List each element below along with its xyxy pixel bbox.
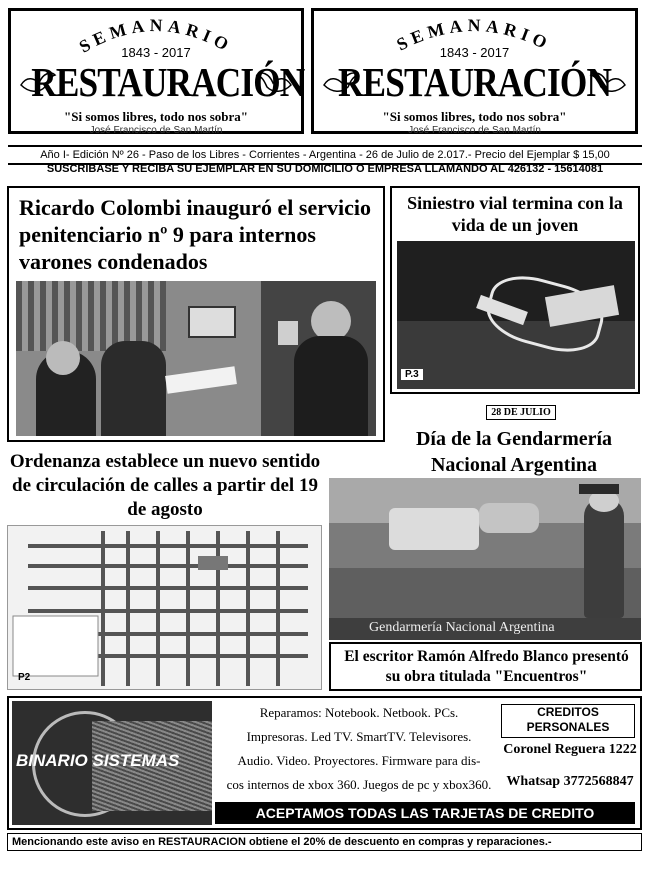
date-tag: 28 DE JULIO bbox=[486, 405, 556, 420]
edition-line: Año I- Edición Nº 26 - Paso de los Libres - Corrientes - Argentina - 26 de Julio de 2.017.- Precio del Ejemplar $ 15,00 bbox=[8, 145, 642, 165]
street-map-drawing bbox=[8, 526, 321, 689]
street-map bbox=[7, 525, 322, 690]
ad-whatsapp[interactable]: Whatsap 3772568847 bbox=[506, 774, 634, 789]
story-siniestro[interactable] bbox=[390, 186, 640, 394]
ad-services bbox=[215, 701, 503, 797]
subscribe-line: SUSCRIBASE Y RECIBA SU EJEMPLAR EN SU DOMICILIO O EMPRESA LLAMANDO AL 426132 - 15614081 bbox=[46, 163, 604, 175]
ad-credit-title-2: PERSONALES bbox=[526, 720, 610, 734]
ad-credit-title-1: CREDITOS bbox=[537, 705, 599, 719]
masthead-name: RESTAURACIÓN bbox=[31, 59, 305, 105]
masthead-author: José Francisco de San Martín bbox=[408, 125, 541, 133]
masthead-right bbox=[311, 8, 638, 134]
ad-cards-banner: ACEPTAMOS TODAS LAS TARJETAS DE CREDITO bbox=[215, 802, 635, 824]
masthead-author: José Francisco de San Martín bbox=[89, 125, 223, 133]
masthead-years: 1843 - 2017 bbox=[121, 45, 191, 60]
photo-colombi bbox=[16, 281, 376, 436]
headline-gendarmeria[interactable]: Día de la Gendarmería Nacional Argentina bbox=[415, 428, 613, 476]
photo-gendarmeria bbox=[329, 478, 641, 640]
story-colombi[interactable] bbox=[7, 186, 385, 442]
ad-credit-box bbox=[501, 704, 635, 738]
page-ref-ordenanza: P2 bbox=[18, 672, 31, 683]
headline-escritor[interactable]: El escritor Ramón Alfredo Blanco presentó su obra titulada "Encuentros" bbox=[344, 648, 629, 685]
headline-ordenanza[interactable]: Ordenanza establece un nuevo sentido de circulación de calles a partir del 19 de agosto bbox=[9, 451, 321, 520]
masthead-motto: "Si somos libres, todo nos sobra" bbox=[64, 109, 248, 124]
ad-service-line: Audio. Video. Proyectores. Firmware para dis- bbox=[237, 753, 481, 768]
masthead-name: RESTAURACIÓN bbox=[337, 59, 612, 105]
story-escritor[interactable] bbox=[329, 642, 642, 691]
ad-service-line: Impresoras. Led TV. SmartTV. Televisores. bbox=[246, 729, 472, 744]
svg-text:SEMANARIO: SEMANARIO bbox=[75, 15, 237, 57]
ad-binario-sistemas[interactable] bbox=[7, 696, 642, 830]
caption-gendarmeria: Gendarmería Nacional Argentina bbox=[369, 620, 555, 635]
photo-siniestro bbox=[397, 241, 635, 389]
headline-colombi[interactable]: Ricardo Colombi inauguró el servicio penitenciario nº 9 para internos varones condenados bbox=[19, 195, 371, 274]
page-ref-siniestro: P.3 bbox=[401, 369, 423, 380]
svg-text:SEMANARIO: SEMANARIO bbox=[393, 15, 555, 55]
headline-siniestro[interactable]: Siniestro vial termina con la vida de un joven bbox=[407, 193, 623, 235]
masthead-motto: "Si somos libres, todo nos sobra" bbox=[382, 109, 567, 124]
footer-discount-note: Mencionando este aviso en RESTAURACION obtiene el 20% de descuento en compras y reparaciones.- bbox=[7, 833, 642, 851]
ad-brand: BINARIO SISTEMAS bbox=[16, 751, 180, 770]
masthead-left bbox=[8, 8, 304, 134]
masthead-years: 1843 - 2017 bbox=[439, 45, 510, 60]
ad-logo-panel bbox=[12, 701, 212, 825]
ad-service-line: cos internos de xbox 360. Juegos de pc y xbox360. bbox=[226, 777, 492, 792]
ad-address: Coronel Reguera 1222 bbox=[503, 742, 637, 757]
ad-service-line: Reparamos: Notebook. Netbook. PCs. bbox=[259, 705, 459, 720]
